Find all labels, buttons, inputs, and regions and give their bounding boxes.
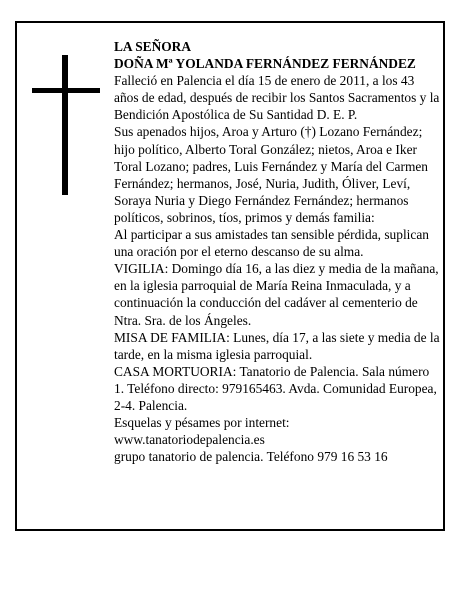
- death-notice: Falleció en Palencia el día 15 de enero de 2011, a los 43 años de edad, después de recibir los Santos Sacramentos y la Bendición Apostólica de Su Santidad D. E. P.: [114, 73, 440, 123]
- funeral-home-info: CASA MORTUORIA: Tanatorio de Palencia. Sala número 1. Teléfono directo: 979165463. Avda. Comunidad Europea, 2-4. Palencia.: [114, 363, 437, 413]
- deceased-name: DOÑA Mª YOLANDA FERNÁNDEZ FERNÁNDEZ: [114, 56, 416, 72]
- contact-footer: grupo tanatorio de palencia. Teléfono 979 16 53 16: [114, 449, 388, 465]
- obituary-text: [114, 38, 442, 465]
- family-list: Sus apenados hijos, Aroa y Arturo (†) Lozano Fernández; hijo político, Alberto Toral González; nietos, Aroa e Iker Toral Lozano; padres, Luis Fernández y María del Carmen Fernández; hermanos, José, Nuria, Judith, Óliver, Leví, Soraya Nuria y Diego Fernández Fernández; hermanos políticos, sobrinos, tíos, primos y demás familia:: [114, 124, 428, 225]
- family-mass-info: MISA DE FAMILIA: Lunes, día 17, a las siete y media de la tarde, en la misma iglesia parroquial.: [114, 329, 440, 362]
- website-link[interactable]: www.tanatoriodepalencia.es: [114, 432, 265, 448]
- prayer-request: Al participar a sus amistades tan sensible pérdida, suplican una oración por el eterno descanso de su alma.: [114, 227, 429, 260]
- internet-condolences: Esquelas y pésames por internet:: [114, 415, 290, 431]
- cross-icon: [32, 55, 100, 195]
- title-line: LA SEÑORA: [114, 39, 192, 54]
- vigil-info: VIGILIA: Domingo día 16, a las diez y media de la mañana, en la iglesia parroquial de María Reina Inmaculada, y a continuación la conducción del cadáver al cementerio de Ntra. Sra. de los Ángeles.: [114, 261, 439, 328]
